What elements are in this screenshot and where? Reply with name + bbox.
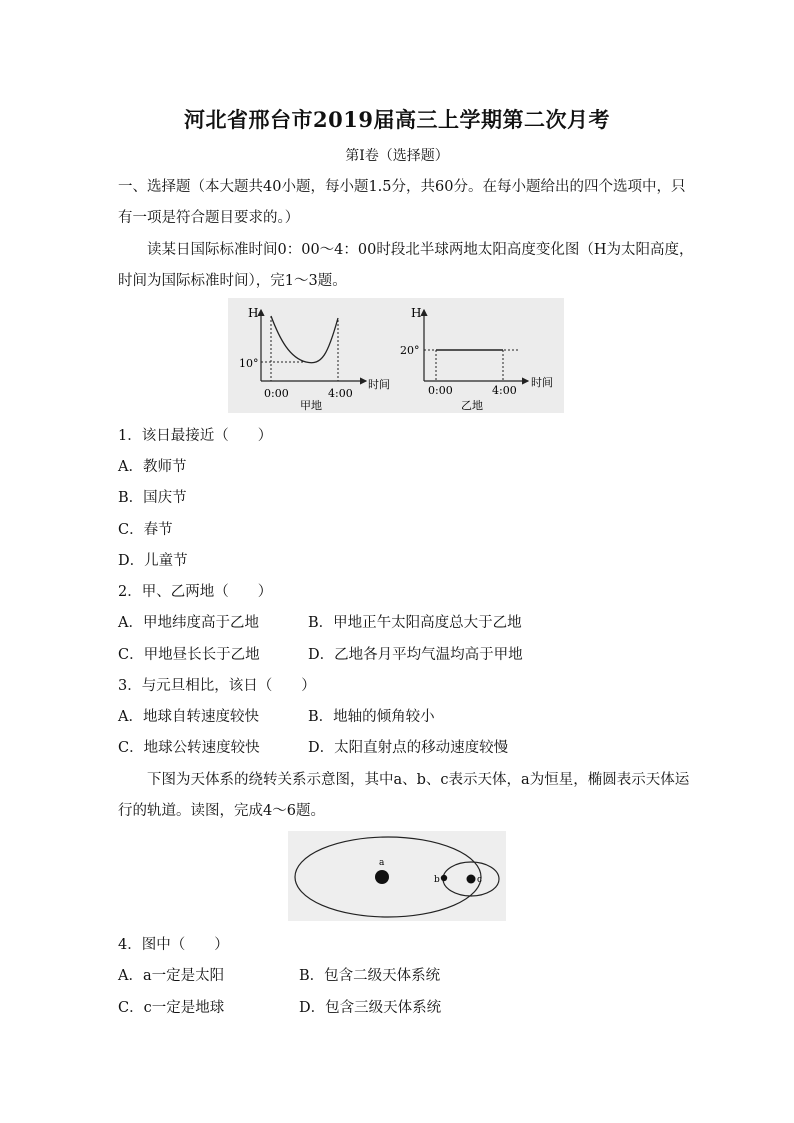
section-subtitle: 第I卷（选择题） [345,148,449,164]
graph-jia [239,306,390,412]
q1-option-a: A．教师节 [118,459,187,475]
q4-option-c: C．c一定是地球 [118,1000,225,1016]
orbit-diagram [288,831,506,921]
q1-option-d: D．儿童节 [118,553,188,569]
q4-option-b: B．包含二级天体系统 [299,968,441,984]
yi-y-axis-label: H [411,306,422,320]
body-a [375,870,389,884]
q1-option-b: B．国庆节 [118,490,187,506]
q4-option-a: A．a一定是太阳 [118,968,225,984]
orbit-diagram-svg [288,831,506,921]
q2-option-d: D．乙地各月平均气温均高于甲地 [308,647,523,663]
intro-2-line-1: 下图为天体系的绕转关系示意图，其中a、b、c表示天体，a为恒星，椭圆表示天体运 [147,772,690,788]
yi-x-tick-start: 0:00 [428,384,453,397]
jia-x-axis-label: 时间 [368,378,390,391]
jia-x-tick-end: 4:00 [328,387,353,400]
jia-caption: 甲地 [300,399,322,412]
jia-x-tick-start: 0:00 [264,387,289,400]
jia-y-axis-label: H [248,306,259,320]
q3-option-c: C．地球公转速度较快 [118,740,260,756]
label-b: b [434,875,440,885]
yi-caption: 乙地 [461,399,483,412]
yi-y-tick: 20° [400,344,420,357]
body-b [441,875,447,881]
graph-yi [400,306,553,412]
q3-option-b: B．地轴的倾角较小 [308,709,435,725]
q3-stem: 3．与元旦相比，该日（ ） [118,678,316,694]
page-title: 河北省邢台市2019届高三上学期第二次月考 [184,107,610,132]
q4-option-d: D．包含三级天体系统 [299,1000,442,1016]
q4-stem: 4．图中（ ） [118,937,229,953]
section-header-line-1: 一、选择题（本大题共40小题，每小题1.5分，共60分。在每小题给出的四个选项中，只 [118,179,686,195]
label-a: a [379,858,385,868]
intro-1-line-1: 读某日国际标准时间0：00～4：00时段北半球两地太阳高度变化图（H为太阳高度， [147,242,694,258]
q3-option-a: A．地球自转速度较快 [118,709,259,725]
intro-2-line-2: 行的轨道。读图，完成4～6题。 [118,803,325,819]
jia-altitude-curve [271,316,338,363]
label-c: c [477,875,483,885]
solar-altitude-figure [228,298,564,413]
q3-option-d: D．太阳直射点的移动速度较慢 [308,740,509,756]
yi-x-tick-end: 4:00 [492,384,517,397]
q2-stem: 2．甲、乙两地（ ） [118,584,273,600]
section-header-line-2: 有一项是符合题目要求的。） [118,210,300,226]
q2-option-b: B．甲地正午太阳高度总大于乙地 [308,615,522,631]
yi-x-axis-label: 时间 [531,376,553,389]
q1-option-c: C．春节 [118,522,173,538]
q1-stem: 1．该日最接近（ ） [118,428,273,444]
q2-option-c: C．甲地昼长长于乙地 [118,647,260,663]
intro-1-line-2: 时间为国际标准时间），完1～3题。 [118,273,347,289]
q2-option-a: A．甲地纬度高于乙地 [118,615,259,631]
solar-altitude-graphs [228,298,564,413]
body-c [467,875,476,884]
jia-y-tick: 10° [239,357,259,370]
